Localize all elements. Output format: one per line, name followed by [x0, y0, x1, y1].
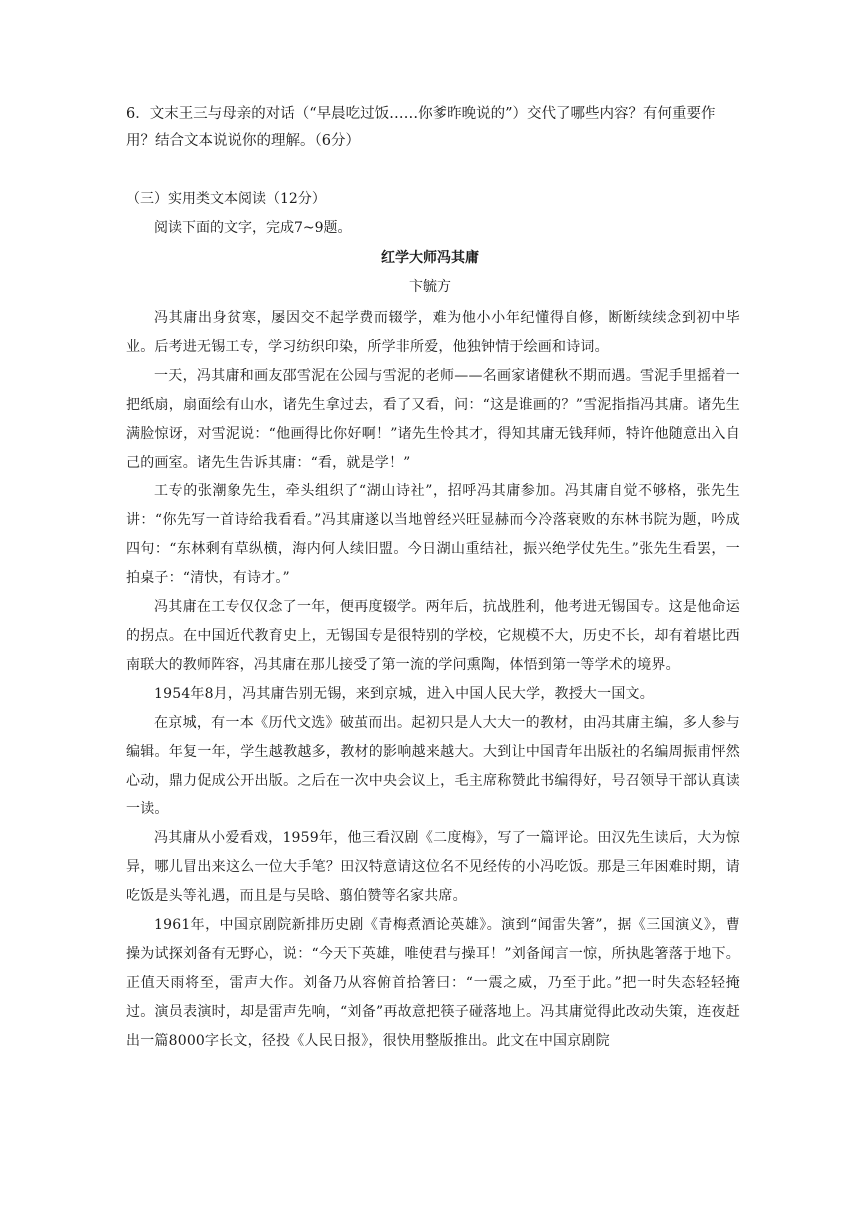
paragraph-5: 1954年8月，冯其庸告别无锡，来到京城，进入中国人民大学，教授大一国文。: [154, 685, 654, 702]
paragraph-3: 工专的张潮象先生，牵头组织了“湖山诗社”，招呼冯其庸参加。冯其庸自觉不够格，张先生讲：“你先写一首诗给我看看。”冯其庸遂以当地曾经兴旺显赫而今冷落衰败的东林书院为题，吟成四句：“东林剩有草纵横，海内何人续旧盟。今日湖山重结社，振兴绝学仗先生。”张先生看罢，一拍桌子：“清快，有诗才。”: [126, 483, 740, 587]
paragraph-6: 在京城，有一本《历代文选》破茧而出。起初只是人大大一的教材，由冯其庸主编，多人参与编辑。年复一年，学生越教越多，教材的影响越来越大。大到让中国青年出版社的名编周振甫怦然心动，鼎力促成公开出版。之后在一次中央会议上，毛主席称赞此书编得好，号召领导干部认真读一读。: [126, 714, 740, 818]
paragraph-4: 冯其庸在工专仅仅念了一年，便再度辍学。两年后，抗战胜利，他考进无锡国专。这是他命运的拐点。在中国近代教育史上，无锡国专是很特别的学校，它规模不大，历史不长，却有着堪比西南联大的教师阵容，冯其庸在那儿接受了第一流的学问熏陶，体悟到第一等学术的境界。: [126, 599, 740, 673]
section-heading: （三）实用类文本阅读（12分）: [126, 191, 326, 207]
article-title: 红学大师冯其庸: [381, 250, 479, 266]
paragraph-7: 冯其庸从小爱看戏，1959年，他三看汉剧《二度梅》，写了一篇评论。田汉先生读后，大为惊异，哪儿冒出来这么一位大手笔？田汉特意请这位名不见经传的小冯吃饭。那是三年困难时期，请吃饭是头等礼遇，而且是与吴晗、翦伯赞等名家共席。: [126, 830, 740, 905]
reading-instruction: 阅读下面的文字，完成7~9题。: [154, 220, 352, 236]
article-author: 卞毓方: [409, 279, 451, 295]
paragraph-8: 1961年，中国京剧院新排历史剧《青梅煮酒论英雄》。演到“闻雷失箸”，据《三国演义》，曹操为试探刘备有无野心，说：“今天下英雄，唯使君与操耳！”刘备闻言一惊，所执匙箸落于地下。正值天雨将至，雷声大作。刘备乃从容俯首拾箸曰：“一震之威，乃至于此。”把一时失态轻轻掩过。演员表演时，却是雷声先响，“刘备”再故意把筷子碰落地上。冯其庸觉得此改动失策，连夜赶出一篇8000字长文，径投《人民日报》，很快用整版推出。此文在中国京剧院: [126, 917, 740, 1049]
article-body: [126, 304, 740, 1056]
question-6: 6．文末王三与母亲的对话（“早晨吃过饭……你爹昨晚说的”）交代了哪些内容？有何重要作用？结合文本说说你的理解。（6分）: [126, 106, 716, 149]
paragraph-1: 冯其庸出身贫寒，屡因交不起学费而辍学，难为他小小年纪懂得自修，断断续续念到初中毕业。后考进无锡工专，学习纺织印染，所学非所爱，他独钟情于绘画和诗词。: [126, 310, 740, 355]
paragraph-2: 一天，冯其庸和画友邵雪泥在公园与雪泥的老师——名画家诸健秋不期而遇。雪泥手里摇着一把纸扇，扇面绘有山水，诸先生拿过去，看了又看，问：“这是谁画的？”雪泥指指冯其庸。诸先生满脸惊讶，对雪泥说：“他画得比你好啊！”诸先生怜其才，得知其庸无钱拜师，特许他随意出入自己的画室。诸先生告诉其庸：“看，就是学！”: [126, 367, 740, 471]
